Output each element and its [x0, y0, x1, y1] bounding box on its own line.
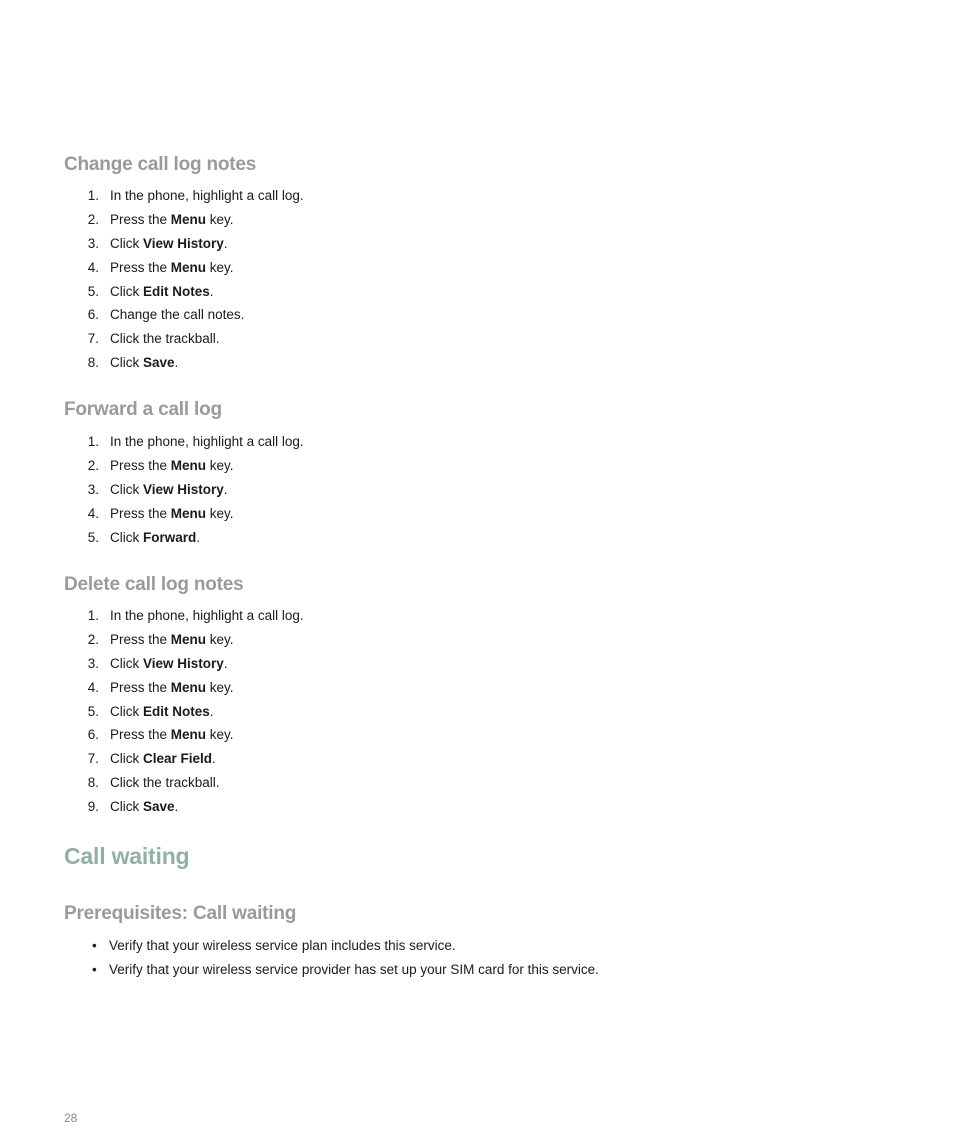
step-text-plain: In the phone, highlight a call log. [110, 188, 304, 203]
step-text [110, 430, 304, 454]
section-title-delete-call-log-notes: Delete call log notes [64, 574, 244, 595]
step-text-plain: Press the [110, 211, 171, 227]
step-text-plain: key. [206, 505, 234, 521]
step-number: 8. [87, 355, 99, 371]
step-number: 5. [87, 283, 99, 299]
bullet-text: Verify that your wireless service plan includes this service. [109, 938, 456, 953]
section-title-change-call-log-notes: Change call log notes [64, 154, 257, 175]
step-text [110, 723, 234, 747]
step-number: 3. [87, 481, 99, 497]
step-text [110, 676, 234, 700]
step-ui-term: Clear Field [143, 751, 213, 767]
step-text-plain: Click [110, 529, 143, 545]
step-text [110, 208, 234, 232]
step-text-plain: . [223, 235, 228, 251]
step-number: 3. [87, 235, 99, 251]
step-text-plain: Press the [110, 679, 171, 695]
step-text-plain: key. [206, 211, 234, 227]
section-title-prerequisites: Prerequisites: Call waiting [64, 903, 297, 924]
step-text [110, 502, 234, 526]
step-text-plain: Click [110, 703, 143, 719]
step-text-plain: key. [206, 679, 234, 695]
step-text-plain: key. [206, 631, 234, 647]
step-ui-term: Menu [170, 259, 207, 275]
step-ui-term: View History [143, 655, 224, 671]
step-text-plain: . [209, 283, 214, 299]
page-number: 28 [64, 1111, 78, 1125]
step-number: 9. [87, 799, 99, 815]
step-text-plain: . [174, 799, 179, 815]
step-text [110, 351, 178, 375]
step-text [110, 232, 228, 256]
step-text [110, 628, 234, 652]
bullet-text: Verify that your wireless service provider has set up your SIM card for this service. [109, 961, 599, 977]
step-ui-term: View History [143, 235, 224, 251]
step-ui-term: Edit Notes [143, 283, 210, 299]
step-text-plain: Click [110, 481, 143, 497]
step-text-plain: key. [206, 457, 234, 473]
step-text-plain: Change the call notes. [110, 307, 245, 323]
step-text [110, 604, 304, 628]
step-number: 2. [87, 211, 99, 227]
step-text-plain: . [196, 529, 201, 545]
step-number: 2. [87, 631, 99, 647]
step-text [110, 184, 304, 208]
step-text-plain: Click [110, 355, 143, 371]
step-number: 7. [87, 331, 99, 347]
step-number: 2. [87, 457, 99, 473]
step-text [110, 526, 200, 550]
step-text [110, 478, 228, 502]
step-number: 4. [87, 679, 99, 695]
step-text-plain: Click [110, 283, 143, 299]
bullet-icon: • [92, 938, 97, 953]
step-text-plain: Click [110, 799, 143, 815]
step-number: 5. [87, 529, 99, 545]
step-text [110, 280, 214, 304]
step-ui-term: Edit Notes [143, 703, 210, 719]
step-text [110, 747, 216, 771]
step-ui-term: Menu [170, 679, 207, 695]
step-number: 1. [87, 188, 99, 203]
step-number: 8. [87, 775, 99, 791]
step-text-plain: Press the [110, 457, 171, 473]
step-text-plain: . [223, 481, 228, 497]
step-text [110, 652, 228, 676]
step-number: 7. [87, 751, 99, 767]
step-number: 4. [87, 505, 99, 521]
step-text-plain: Click [110, 655, 143, 671]
step-text-plain: Click [110, 235, 143, 251]
step-text [110, 700, 214, 724]
step-ui-term: Forward [143, 529, 197, 545]
step-ui-term: Menu [170, 457, 207, 473]
step-number: 6. [87, 307, 99, 323]
step-ui-term: Menu [170, 631, 207, 647]
step-text-plain: In the phone, highlight a call log. [110, 608, 304, 623]
step-text [110, 771, 220, 795]
step-text [110, 327, 220, 351]
step-number: 1. [87, 608, 99, 623]
step-text-plain: key. [206, 727, 234, 743]
section-title-forward-call-log: Forward a call log [64, 399, 222, 420]
step-number: 5. [87, 703, 99, 719]
step-ui-term: View History [143, 481, 224, 497]
step-ui-term: Save [143, 799, 175, 815]
step-text-plain: . [174, 355, 179, 371]
step-text-plain: Press the [110, 631, 171, 647]
bullet-icon: • [92, 961, 97, 977]
step-ui-term: Save [143, 355, 175, 371]
step-text-plain: Press the [110, 259, 171, 275]
step-ui-term: Menu [170, 211, 207, 227]
step-text-plain: . [212, 751, 216, 767]
step-text-plain: Press the [110, 727, 171, 743]
step-ui-term: Menu [170, 727, 207, 743]
chapter-title-call-waiting: Call waiting [64, 843, 190, 869]
step-number: 3. [87, 655, 99, 671]
step-number: 6. [87, 727, 99, 743]
step-text-plain: . [223, 655, 228, 671]
step-text-plain: Click the trackball. [110, 775, 220, 791]
step-text-plain: key. [206, 259, 234, 275]
step-text [110, 454, 234, 478]
step-text-plain: Press the [110, 505, 171, 521]
step-number: 4. [87, 259, 99, 275]
step-text [110, 303, 244, 327]
step-ui-term: Menu [170, 505, 207, 521]
step-text-plain: Click the trackball. [110, 331, 220, 347]
step-number: 1. [87, 434, 99, 449]
step-text-plain: In the phone, highlight a call log. [110, 434, 304, 449]
step-text-plain: Click [110, 751, 143, 767]
step-text [110, 795, 178, 819]
step-text-plain: . [209, 703, 214, 719]
step-text [110, 256, 234, 280]
